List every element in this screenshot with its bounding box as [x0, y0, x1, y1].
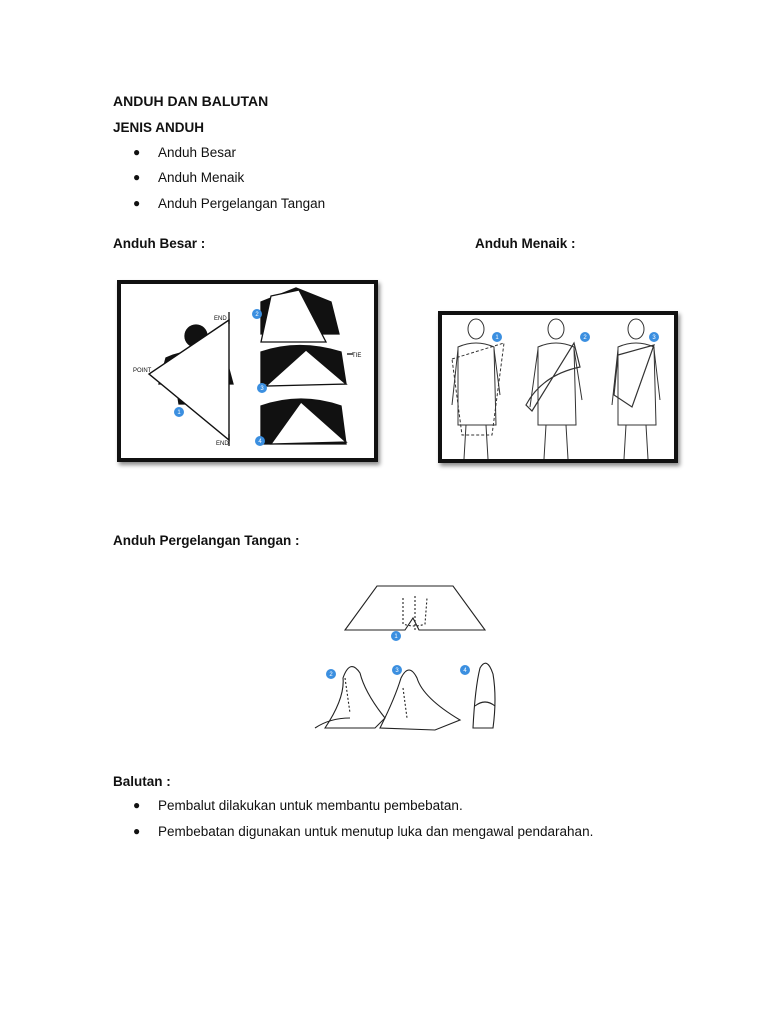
bullet-icon: ● — [133, 145, 141, 159]
step-badge: 1 — [495, 335, 499, 341]
anduh-menaik-illustration — [438, 311, 678, 463]
step-badge: 3 — [260, 386, 264, 392]
list-item: Anduh Pergelangan Tangan — [158, 196, 326, 211]
label-tie: TIE — [352, 353, 362, 359]
heading-anduh-pergelangan: Anduh Pergelangan Tangan : — [113, 533, 300, 548]
heading-anduh-besar: Anduh Besar : — [113, 236, 206, 251]
bullet-icon: ● — [133, 196, 141, 210]
bullet-icon: ● — [133, 170, 141, 184]
list-item: Anduh Menaik — [158, 170, 245, 185]
label-end-bottom: END — [216, 441, 229, 447]
step-badge: 1 — [177, 410, 181, 416]
label-end-top: END — [214, 316, 227, 322]
anduh-pergelangan-illustration — [305, 578, 505, 744]
list-item: Anduh Besar — [158, 145, 237, 160]
step-badge: 3 — [652, 335, 656, 341]
step-badge: 2 — [329, 672, 333, 678]
step-badge: 2 — [583, 335, 587, 341]
heading-anduh-menaik: Anduh Menaik : — [475, 236, 576, 251]
section-subtitle: JENIS ANDUH — [113, 120, 205, 135]
step-badge: 2 — [255, 312, 259, 318]
step-badge: 4 — [258, 439, 262, 445]
bullet-icon: ● — [133, 798, 141, 812]
anduh-besar-illustration — [117, 280, 378, 462]
page-title: ANDUH DAN BALUTAN — [113, 93, 269, 109]
bullet-icon: ● — [133, 824, 141, 838]
label-point: POINT — [133, 368, 152, 374]
step-badge: 4 — [463, 668, 467, 674]
step-badge: 1 — [394, 634, 398, 640]
step-badge: 3 — [395, 668, 399, 674]
list-item: Pembalut dilakukan untuk membantu pembebatan. — [158, 798, 463, 813]
list-item: Pembebatan digunakan untuk menutup luka dan mengawal pendarahan. — [158, 824, 594, 839]
heading-balutan: Balutan : — [113, 774, 171, 789]
